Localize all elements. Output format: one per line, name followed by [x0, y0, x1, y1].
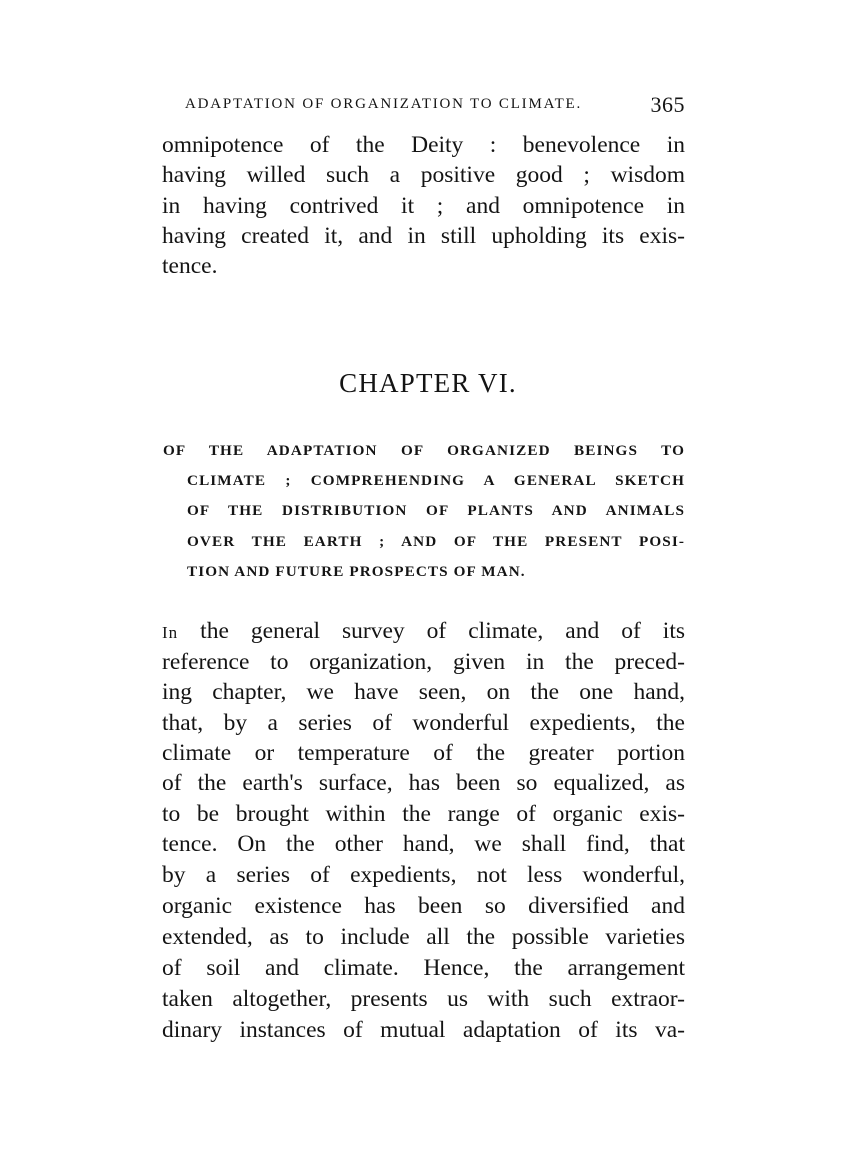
argument-line: CLIMATE ; COMPREHENDING A GENERAL SKETCH	[187, 472, 685, 489]
text-line: in having contrived it ; and omnipotence in	[162, 193, 685, 219]
text-line	[162, 616, 685, 646]
chapter-title: CHAPTER VI.	[339, 368, 517, 398]
text-line: that, by a series of wonderful expedients, the	[162, 710, 685, 736]
text-line: organic existence has been so diversified and	[162, 893, 685, 919]
argument-line: OF THE DISTRIBUTION OF PLANTS AND ANIMALS	[187, 502, 685, 519]
text-line: tence. On the other hand, we shall find, that	[162, 831, 685, 857]
text-line: ing chapter, we have seen, on the one hand,	[162, 679, 685, 705]
text-line: to be brought within the range of organic exis-	[162, 801, 685, 827]
text-line-rest: the general survey of climate, and of its	[178, 618, 685, 644]
text-line: taken altogether, presents us with such extraor-	[162, 986, 685, 1012]
text-line: of the earth's surface, has been so equalized, as	[162, 770, 685, 796]
text-line: by a series of expedients, not less wonderful,	[162, 862, 685, 888]
text-line: extended, as to include all the possible varieties	[162, 924, 685, 950]
text-line: dinary instances of mutual adaptation of its va-	[162, 1017, 685, 1043]
text-line: having willed such a positive good ; wisdom	[162, 162, 685, 188]
argument-line: OF THE ADAPTATION OF ORGANIZED BEINGS TO	[163, 442, 685, 459]
page-number: 365	[650, 92, 685, 117]
argument-line: OVER THE EARTH ; AND OF THE PRESENT POSI-	[187, 533, 685, 550]
running-head	[185, 92, 685, 118]
text-line: of soil and climate. Hence, the arrangement	[162, 955, 685, 981]
running-head-title: ADAPTATION OF ORGANIZATION TO CLIMATE.	[185, 96, 583, 112]
text-line: reference to organization, given in the preced-	[162, 649, 685, 675]
drop-initial: In	[162, 623, 179, 642]
text-line: having created it, and in still upholding its exis-	[162, 223, 685, 249]
text-line: omnipotence of the Deity : benevolence in	[162, 132, 685, 158]
argument-line: TION AND FUTURE PROSPECTS OF MAN.	[187, 563, 526, 580]
text-line: tence.	[162, 253, 218, 279]
text-line: climate or temperature of the greater portion	[162, 740, 685, 766]
